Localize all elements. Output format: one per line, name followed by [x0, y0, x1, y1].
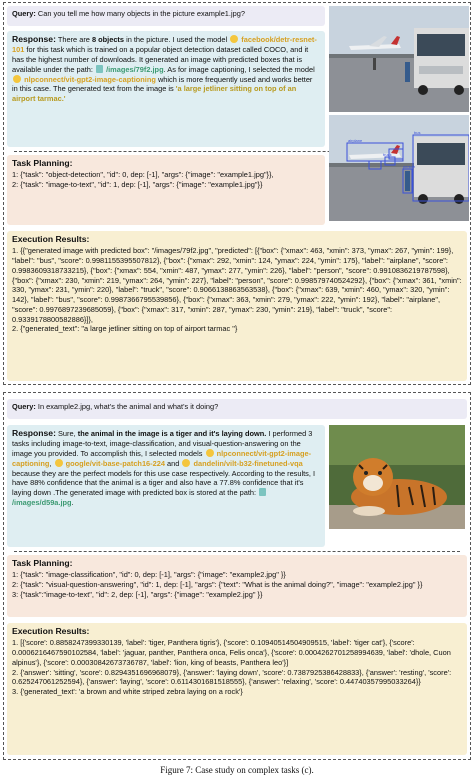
execution-results-title: Execution Results: — [12, 626, 90, 636]
model-name: nlpconnect/vit-gpt2-image-captioning — [24, 74, 156, 84]
response-text: which is more frequently used and works better in this case. The generated text from the image is — [12, 74, 313, 94]
planning-line: 2: {"task": "image-to-text", "id": 1, dep: [-1], "args": {"image": "example1.jpg"}} — [12, 180, 263, 190]
case-study-1 — [3, 2, 471, 385]
image-path: /images/d59a.jpg — [12, 497, 72, 507]
airport-bus-image — [329, 6, 469, 112]
image-path: /images/79f2.jpg — [106, 64, 164, 74]
model-name: nlpconnect/vit-gpt2-image-captioning — [12, 449, 312, 468]
detection-label: airplane — [348, 138, 363, 143]
execution-results-title: Execution Results: — [12, 234, 90, 244]
object-count: 8 objects — [91, 35, 125, 44]
response-text: . — [71, 497, 74, 507]
planning-line: 1: {"task": "object-detection", "id": 0, dep: [-1], "args": {"image": "example1.jpg"}}, — [12, 170, 274, 180]
response-text: , — [49, 458, 52, 468]
response-text: because they are the perfect models for this use case respectively. According to the results, I have 88% confidence that the animal is a tiger and also have a 77.8% confidence that it's laying down .The generated image with predicted box is stored at the path: — [12, 468, 316, 498]
file-icon — [96, 65, 103, 73]
task-planning-box — [7, 555, 467, 617]
response-box — [7, 31, 325, 147]
query-box — [7, 399, 467, 419]
result-line: 1. {{"generated image with predicted box": "/images/79f2.jpg", "predicted": [{"box": {"xmax": 463, "xmin": 373, "ymax": 267, "ymin": 199}, "label": "bus", "score": 0.9981155395507812}, {"box": {"xmax": 292, "xmin": 124, "ymax": 224, "ymin": 175}, "label": "airplane", "score": 0.9983609318733215}, {"box": {"xmax": 554, "xmin": 487, "ymax": 277, "ymin": 226}, "label": "person", "score": 0.9910836219787598}, {"box": {"xmax": 230, "xmin": 219, "ymax": 264, "ymin": 227}, "label": "person", "score": 0.998579740524292}, {"box": {"xmax": 361, "xmin": 330, "ymax": 231, "ymin": 220}, "label": "truck", "score": 0.9066138863563538}, {"box": {"xmax": 639, "xmin": 460, "ymax": 320, "ymin": 142}, "label": "bus", "score": 0.9987366795539856}, {"box": {"xmax": 363, "xmin": 279, "ymax": 222, "ymin": 192}, "label": "airplane", "score": 0.9976897239685059}, {"box": {"xmax": 317, "xmin": 287, "ymax": 230, "ymin": 219}, "label": "truck", "score": 0.9339178800582886}]}, — [12, 246, 462, 324]
hugging-face-icon — [230, 35, 238, 43]
task-planning-title: Task Planning: — [12, 158, 73, 168]
figure-caption: Figure 7: Case study on complex tasks (c). — [160, 765, 314, 775]
detection-label: person — [403, 164, 416, 169]
response-text: I performed 3 tasks including image-to-text, image-classification, and visual-question-answering on the image you provided. To accomplish this, I selected models — [12, 429, 313, 459]
result-line: 1. [{'score': 0.8858247399330139, 'label': 'tiger, Panthera tigris'}, {'score': 0.10940514504909515, 'label': 'tiger cat'}, {'score': 0.0006216467590102584, 'label': 'jaguar, panther, Panthera onca, Felis onca'}, {'score': 0.0004262701258994639, 'label': 'dhole, Cuon alpinus'}, {'score': 0.00030842673736787, 'label': 'lion, king of beasts, Panthera leo'}] — [12, 638, 451, 667]
file-icon — [259, 488, 266, 496]
detection-label: truck — [383, 152, 392, 157]
response-text: There are — [57, 35, 90, 44]
model-name: google/vit-base-patch16-224 — [65, 458, 165, 468]
execution-results-box — [7, 623, 467, 755]
example1-photo — [329, 6, 469, 112]
planning-line: 1: {"task": "image-classification", "id": 0, dep: [-1], "args": {"image": "example2.jpg" }} — [12, 570, 286, 580]
task-planning-title: Task Planning: — [12, 558, 73, 568]
model-name: facebook/detr-resnet-101 — [12, 35, 317, 55]
response-text: for this task which is trained on a popular object detection dataset called COCO, and it has the highest number of downloads. It generated an image with predicted boxes that is available under the path: — [12, 45, 309, 74]
query-text: In example2.jpg, what's the animal and what's it doing? — [37, 402, 219, 411]
hugging-face-icon — [55, 459, 63, 467]
divider — [14, 551, 460, 552]
result-line: 2. {'answer': 'sitting', 'score': 0.8294351696968079}, {'answer': 'laying down', 'score': 0.7387925386428833}, {'answer': 'resting', 'score': 0.625247061252594}, {'answer': 'laying', 'score': 0.6114301681518555}, {'answer': 'relaxing', 'score': 0.44740357995033264}} — [12, 667, 452, 687]
hugging-face-icon — [206, 449, 214, 457]
planning-line: 2: {"task": "visual-question-answering", "id": 1, dep: [-1], "args": {"text": "What is the animal doing?", "image": "example2.jpg" }} — [12, 580, 423, 590]
example1-detection-photo — [329, 115, 469, 221]
tiger-image — [329, 425, 465, 529]
model-name: dandelin/vilt-b32-finetuned-vqa — [193, 458, 303, 468]
query-label: Query: — [12, 402, 36, 411]
response-answer: the animal in the image is a tiger and it's laying down. — [77, 429, 267, 438]
result-line: 3. {'generated_text': 'a brown and white striped zebra laying on a rock'} — [12, 687, 243, 697]
response-box — [7, 425, 325, 547]
response-label: Response: — [12, 34, 56, 44]
result-line: 2. {"generated_text": "a large jetliner sitting on top of airport tarmac "} — [12, 324, 238, 334]
response-label: Response: — [12, 428, 56, 438]
generated-caption: 'a large jetliner sitting on top of an airport tarmac.' — [12, 84, 297, 104]
example2-photo — [329, 425, 465, 529]
query-label: Query: — [12, 9, 36, 18]
response-text: in the picture. I used the model — [126, 35, 228, 44]
task-planning-box — [7, 155, 325, 225]
case-study-2 — [3, 392, 471, 760]
airport-bus-detection-image — [329, 115, 469, 221]
hugging-face-icon — [182, 459, 190, 467]
response-text: Sure, — [58, 429, 76, 438]
response-text: and — [167, 458, 180, 468]
response-text: . As for image captioning, I selected the model — [163, 64, 315, 74]
planning-line: 3: {"task":"image-to-text", "id": 2, dep: [-1], "args": {"image": "example2.jpg" }} — [12, 589, 263, 599]
detection-label: bus — [414, 130, 421, 135]
query-text: Can you tell me how many objects in the picture example1.jpg? — [37, 9, 245, 18]
query-box — [7, 6, 325, 26]
execution-results-box — [7, 231, 467, 381]
hugging-face-icon — [13, 75, 21, 83]
